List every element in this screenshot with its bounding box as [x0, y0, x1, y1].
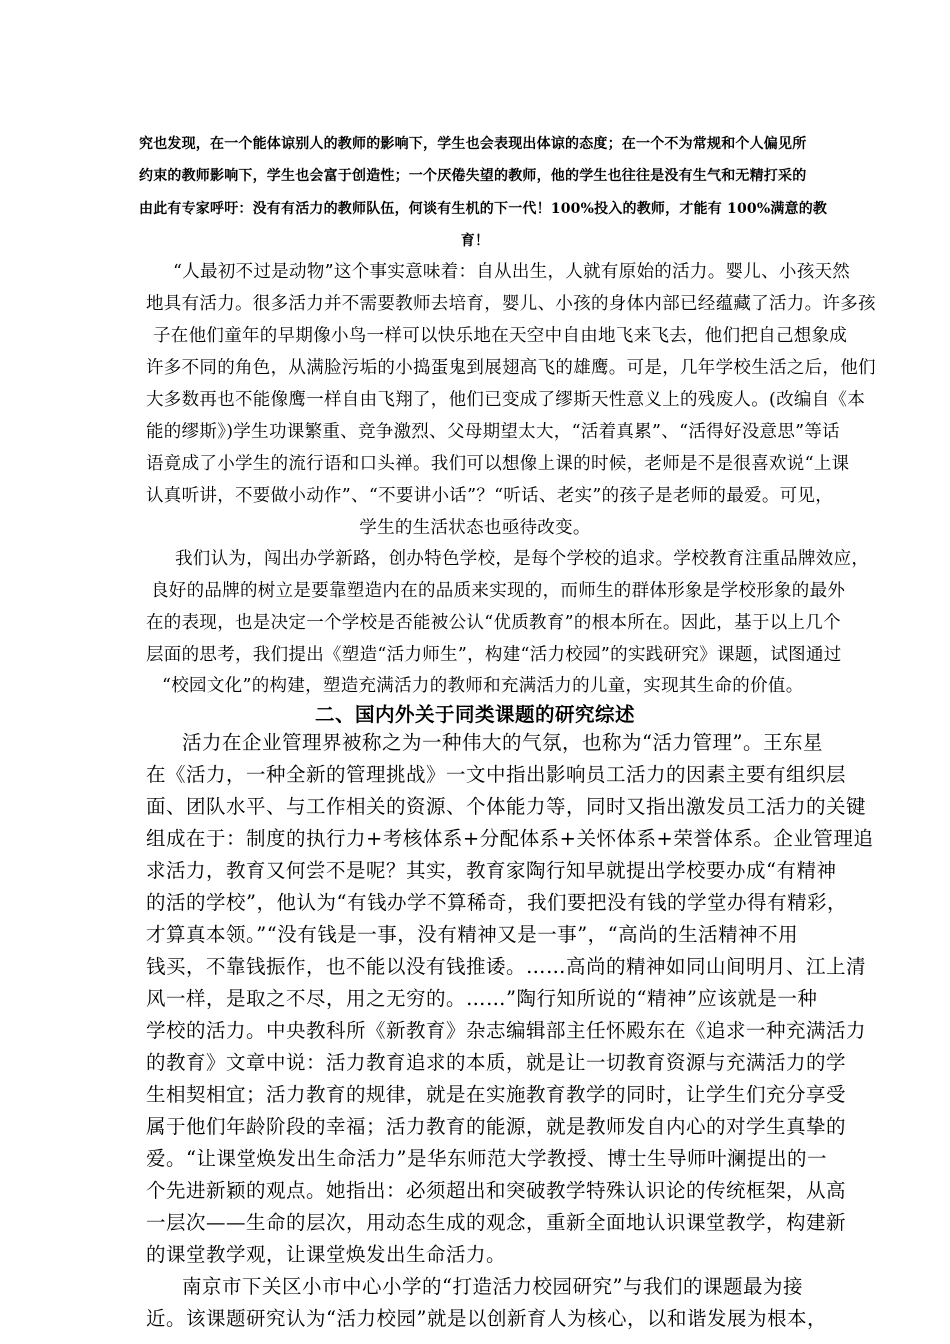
text-line: 才算真本领。”“没有钱是一事，没有精神又是一事”，“高尚的生活精神不用: [146, 923, 799, 946]
text-line: “人最初不过是动物”这个事实意味着：自从出生，人就有原始的活力。婴儿、小孩天然: [173, 262, 851, 282]
text-line: 求活力，教育又何尝不是呢？其实，教育家陶行知早就提出学校要办成“有精神: [146, 859, 837, 882]
text-line: 南京市下关区小市中心小学的“打造活力校园研究”与我们的课题最为接: [182, 1275, 803, 1298]
text-line: 近。该课题研究认为“活力校园”就是以创新育人为核心，以和谐发展为根本，: [146, 1307, 827, 1330]
text-line: 钱买，不靠钱振作，也不能以没有钱推诿。……高尚的精神如同山间明月、江上清: [146, 955, 867, 978]
text-line: 许多不同的角色，从满脸污垢的小捣蛋鬼到展翅高飞的雄鹰。可是，几年学校生活之后，他们: [146, 358, 876, 378]
text-line: 学校的活力。中央教科所《新教育》杂志编辑部主任怀殿东在《追求一种充满活力: [146, 1019, 867, 1042]
text-line: 能的缪斯》)学生功课繁重、竞争激烈、父母期望太大，“活着真累”、“活得好没意思”等话: [146, 422, 840, 442]
text-line: 良好的品牌的树立是要靠塑造内在的品质来实现的，而师生的群体形象是学校形象的最外: [151, 581, 846, 601]
text-line: 由此有专家呼吁：没有有活力的教师队伍，何谈有生机的下一代！100%投入的教师，才能有 100%满意的教: [139, 201, 828, 217]
text-line: 学生的生活状态也亟待改变。: [359, 518, 591, 538]
text-line: 大多数再也不能像鹰一样自由飞翔了，他们已变成了缪斯天性意义上的残废人。(改编自《本: [146, 390, 866, 410]
text-line: 在的表现，也是决定一个学校是否能被公认“优质教育”的根本所在。因此，基于以上几个: [146, 613, 841, 633]
text-line: 一层次——生命的层次，用动态生成的观念，重新全面地认识课堂教学，构建新: [146, 1211, 847, 1234]
text-line: 约束的教师影响下，学生也会富于创造性；一个厌倦失望的教师，他的学生也往往是没有生气和无精打采的: [139, 168, 807, 184]
text-line: 认真听讲，不要做小动作”、“不要讲小话”？“听话、老实”的孩子是老师的最爱。可见，: [146, 486, 834, 506]
text-line: 究也发现，在一个能体谅别人的教师的影响下，学生也会表现出体谅的态度；在一个不为常规和个人偏见所: [139, 136, 807, 152]
text-line: 语竟成了小学生的流行语和口头禅。我们可以想像上课的时候，老师是不是很喜欢说“上课: [146, 454, 850, 474]
text-line: 在《活力，一种全新的管理挑战》一文中指出影响员工活力的因素主要有组织层: [146, 763, 847, 786]
text-line: 子在他们童年的早期像小鸟一样可以快乐地在天空中自由地飞来飞去，他们把自己想象成: [153, 326, 848, 346]
text-line: 组成在于：制度的执行力+考核体系+分配体系+关怀体系+荣誉体系。企业管理追: [146, 827, 874, 850]
text-line: 的教育》文章中说：活力教育追求的本质，就是让一切教育资源与充满活力的学: [146, 1051, 847, 1074]
text-line: 面、团队水平、与工作相关的资源、个体能力等，同时又指出激发员工活力的关键: [146, 795, 867, 818]
text-line: 我们认为，闯出办学新路，创办特色学校，是每个学校的追求。学校教育注重品牌效应，: [175, 549, 870, 569]
text-line: 层面的思考，我们提出《塑造“活力师生”，构建“活力校园”的实践研究》课题，试图通过: [146, 645, 842, 665]
text-line: 活力在企业管理界被称之为一种伟大的气氛，也称为“活力管理”。王东星: [182, 731, 823, 754]
text-line: 个先进新颖的观点。她指出：必须超出和突破教学特殊认识论的传统框架，从高: [146, 1179, 847, 1202]
section-heading: 二、国内外关于同类课题的研究综述: [314, 703, 635, 726]
text-line: 育！: [460, 233, 490, 249]
text-line: 生相契相宜；活力教育的规律，就是在实施教育教学的同时，让学生们充分享受: [146, 1083, 847, 1106]
text-line: 爱。“让课堂焕发出生命活力”是华东师范大学教授、博士生导师叶澜提出的一: [146, 1147, 827, 1170]
text-line: 属于他们年龄阶段的幸福；活力教育的能源，就是教师发自内心的对学生真挚的: [146, 1115, 847, 1138]
text-line: “校园文化”的构建，塑造充满活力的教师和充满活力的儿童，实现其生命的价值。: [162, 676, 804, 696]
text-line: 的课堂教学观，让课堂焕发出生命活力。: [146, 1243, 507, 1266]
text-line: 风一样，是取之不尽，用之无穷的。……”陶行知所说的“精神”应该就是一种: [146, 987, 818, 1010]
text-line: 的活的学校”，他认为“有钱办学不算稀奇，我们要把没有钱的学堂办得有精彩，: [146, 891, 847, 914]
text-line: 地具有活力。很多活力并不需要教师去培育，婴儿、小孩的身体内部已经蕴藏了活力。许多孩: [146, 294, 876, 314]
